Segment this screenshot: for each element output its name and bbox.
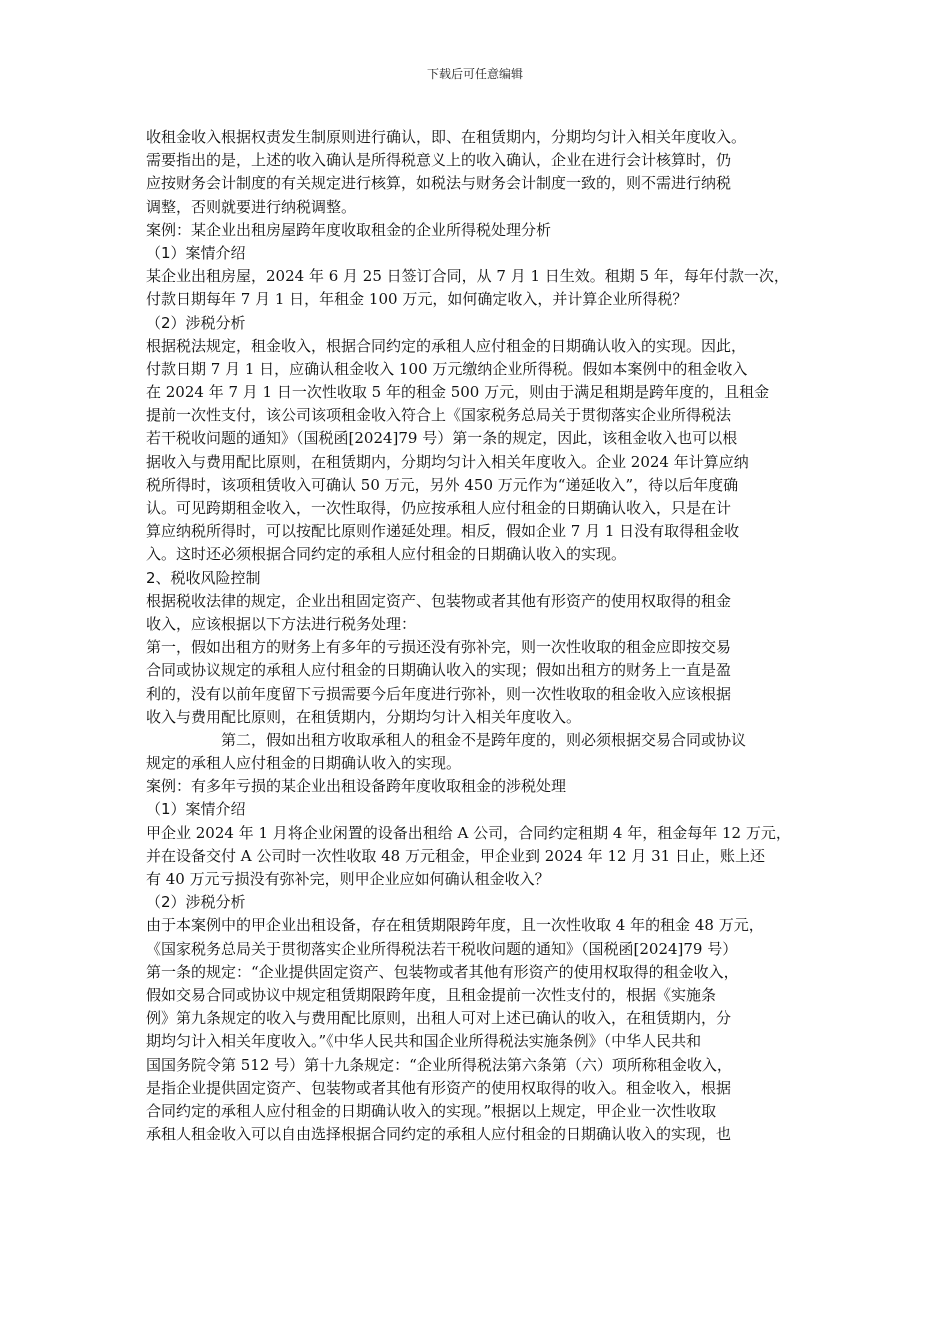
paragraph-line: 利的，没有以前年度留下亏损需要今后年度进行弥补，则一次性收取的租金收入应该根据 bbox=[146, 684, 732, 703]
section-heading: 2、税收风险控制 bbox=[146, 568, 261, 587]
paragraph-line: 承租人租金收入可以自由选择根据合同约定的承租人应付租金的日期确认收入的实现，也 bbox=[146, 1125, 732, 1144]
paragraph-line: 付款日期 7 月 1 日，应确认租金收入 100 万元缴纳企业所得税。假如本案例中的租金收入 bbox=[146, 359, 748, 378]
paragraph-line: 根据税法规定，租金收入，根据合同约定的承租人应付租金的日期确认收入的实现。因此， bbox=[146, 336, 747, 355]
section-heading: （1）案情介绍 bbox=[146, 243, 246, 262]
paragraph-line: 《国家税务总局关于贯彻落实企业所得税法若干税收问题的通知》（国税函[2024]79 号） bbox=[146, 939, 738, 958]
paragraph-line: 合同约定的承租人应付租金的日期确认收入的实现。”根据以上规定，甲企业一次性收取 bbox=[146, 1101, 717, 1120]
paragraph-line: 收入，应该根据以下方法进行税务处理： bbox=[146, 614, 417, 633]
paragraph-line: 在 2024 年 7 月 1 日一次性收取 5 年的租金 500 万元，则由于满足租期是跨年度的，且租金 bbox=[146, 383, 770, 402]
paragraph-line: 规定的承租人应付租金的日期确认收入的实现。 bbox=[146, 754, 462, 773]
page-header: 下载后可任意编辑 bbox=[426, 67, 523, 81]
section-heading: （2）涉税分析 bbox=[146, 313, 246, 332]
paragraph-line: 例》第九条规定的收入与费用配比原则，出租人可对上述已确认的收入，在租赁期内，分 bbox=[146, 1009, 732, 1028]
paragraph-line: 若干税收问题的通知》（国税函[2024]79 号）第一条的规定，因此，该租金收入也可以根 bbox=[146, 429, 738, 448]
paragraph-line: 税所得时，该项租赁收入可确认 50 万元，另外 450 万元作为“递延收入”，待以后年度确 bbox=[146, 475, 739, 494]
paragraph-line: 应按财务会计制度的有关规定进行核算，如税法与财务会计制度一致的，则不需进行纳税 bbox=[146, 174, 732, 193]
section-heading: （1）案情介绍 bbox=[146, 800, 246, 819]
paragraph-line: 付款日期每年 7 月 1 日，年租金 100 万元，如何确定收入，并计算企业所得税？ bbox=[146, 290, 688, 309]
paragraph-line: 算应纳税所得时，可以按配比原则作递延处理。相反，假如企业 7 月 1 日没有取得租金收 bbox=[146, 522, 740, 541]
paragraph-line: 甲企业 2024 年 1 月将企业闲置的设备出租给 A 公司，合同约定租期 4 年，租金每年 12 万元， bbox=[146, 823, 791, 842]
paragraph-line: 调整，否则就要进行纳税调整。 bbox=[146, 197, 357, 216]
paragraph-line: 收入与费用配比原则，在租赁期内，分期均匀计入相关年度收入。 bbox=[146, 707, 582, 726]
document-body bbox=[146, 126, 826, 1146]
paragraph-line: 假如交易合同或协议中规定租赁期限跨年度，且租金提前一次性支付的，根据《实施条 bbox=[146, 985, 717, 1004]
paragraph-line: 根据税收法律的规定，企业出租固定资产、包装物或者其他有形资产的使用权取得的租金 bbox=[146, 591, 732, 610]
paragraph-line: 是指企业提供固定资产、包装物或者其他有形资产的使用权取得的收入。租金收入，根据 bbox=[146, 1078, 732, 1097]
paragraph-line: 入。这时还必须根据合同约定的承租人应付租金的日期确认收入的实现。 bbox=[146, 545, 627, 564]
section-heading: 案例：某企业出租房屋跨年度收取租金的企业所得税处理分析 bbox=[146, 220, 552, 239]
paragraph-line: 认。可见跨期租金收入，一次性取得，仍应按承租人应付租金的日期确认收入，只是在计 bbox=[146, 499, 732, 517]
paragraph-line: 某企业出租房屋，2024 年 6 月 25 日签订合同，从 7 月 1 日生效。租期 5 年，每年付款一次， bbox=[146, 267, 789, 286]
paragraph-line: 提前一次性支付，该公司该项租金收入符合上《国家税务总局关于贯彻落实企业所得税法 bbox=[146, 406, 732, 425]
paragraph-line: 需要指出的是，上述的收入确认是所得税意义上的收入确认，企业在进行会计核算时，仍 bbox=[146, 151, 732, 170]
section-heading: 案例：有多年亏损的某企业出租设备跨年度收取租金的涉税处理 bbox=[146, 777, 567, 796]
paragraph-line: 国国务院令第 512 号）第十九条规定：“企业所得税法第六条第（六）项所称租金收入， bbox=[146, 1055, 732, 1074]
paragraph-line: 合同或协议规定的承租人应付租金的日期确认收入的实现；假如出租方的财务上一直是盈 bbox=[146, 661, 732, 680]
paragraph-line: 由于本案例中的甲企业出租设备，存在租赁期限跨年度，且一次性收取 4 年的租金 48 万元， bbox=[146, 916, 764, 935]
paragraph-line: 第一条的规定：“企业提供固定资产、包装物或者其他有形资产的使用权取得的租金收入， bbox=[146, 962, 739, 981]
paragraph-line: 第二，假如出租方收取承租人的租金不是跨年度的，则必须根据交易合同或协议 bbox=[221, 730, 747, 749]
paragraph-line: 有 40 万元亏损没有弥补完，则甲企业应如何确认租金收入？ bbox=[146, 870, 550, 888]
section-heading: （2）涉税分析 bbox=[146, 893, 246, 912]
paragraph-line: 据收入与费用配比原则，在租赁期内，分期均匀计入相关年度收入。企业 2024 年计算应纳 bbox=[146, 452, 749, 471]
paragraph-line: 期均匀计入相关年度收入。”《中华人民共和国企业所得税法实施条例》（中华人民共和 bbox=[146, 1032, 702, 1051]
paragraph-line: 并在设备交付 A 公司时一次性收取 48 万元租金，甲企业到 2024 年 12 月 31 日止，账上还 bbox=[146, 846, 765, 865]
paragraph-line: 第一，假如出租方的财务上有多年的亏损还没有弥补完，则一次性收取的租金应即按交易 bbox=[146, 638, 732, 657]
paragraph-line: 收租金收入根据权责发生制原则进行确认，即、在租赁期内，分期均匀计入相关年度收入。 bbox=[146, 128, 747, 146]
